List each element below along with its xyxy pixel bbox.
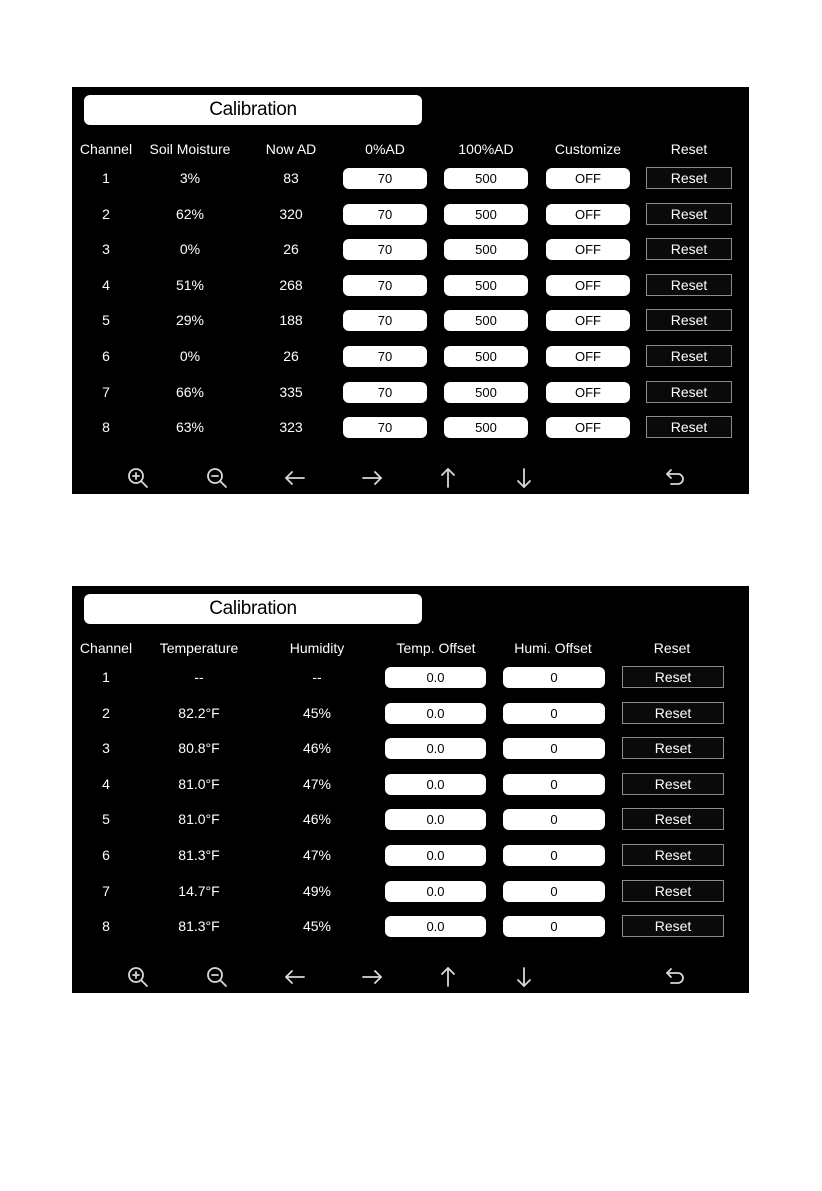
- reset-button[interactable]: Reset: [622, 808, 724, 830]
- reset-button[interactable]: Reset: [622, 915, 724, 937]
- reset-button[interactable]: Reset: [622, 702, 724, 724]
- now-ad-value: 188: [279, 312, 303, 329]
- soil-moisture-value: 66%: [175, 383, 205, 400]
- temp-offset-field[interactable]: 0.0: [385, 703, 486, 724]
- channel-number: 3: [102, 241, 110, 258]
- humidity-value: 47%: [302, 775, 332, 792]
- temp-humidity-calibration-screen: [72, 586, 749, 993]
- ad0-field[interactable]: 70: [343, 168, 427, 189]
- now-ad-value: 26: [283, 241, 299, 258]
- temp-offset-field[interactable]: 0.0: [385, 809, 486, 830]
- reset-button[interactable]: Reset: [646, 274, 732, 296]
- humidity-value: 49%: [302, 882, 332, 899]
- arrow-down-icon-svg: [512, 466, 536, 490]
- page-title: Calibration: [84, 95, 422, 125]
- soil-moisture-value: 29%: [175, 312, 205, 329]
- back-icon-svg: [663, 965, 687, 989]
- reset-button[interactable]: Reset: [622, 880, 724, 902]
- arrow-up-icon[interactable]: [434, 464, 462, 492]
- temp-offset-field[interactable]: 0.0: [385, 774, 486, 795]
- customize-toggle[interactable]: OFF: [546, 239, 630, 260]
- arrow-right-icon-svg: [360, 965, 384, 989]
- humi-offset-field[interactable]: 0: [503, 881, 605, 902]
- channel-number: 6: [102, 847, 110, 863]
- channel-number: 2: [102, 704, 110, 721]
- customize-toggle[interactable]: OFF: [546, 346, 630, 367]
- arrow-right-icon-svg: [360, 466, 384, 490]
- reset-button[interactable]: Reset: [646, 203, 732, 225]
- header-100-ad: 100%AD: [458, 141, 514, 157]
- header-soil-moisture: Soil Moisture: [149, 141, 231, 157]
- header-humi-offset: Humi. Offset: [514, 640, 592, 656]
- channel-number: 4: [102, 276, 110, 293]
- zoom-out-icon[interactable]: [203, 464, 231, 492]
- zoom-in-icon-svg: [126, 466, 150, 490]
- arrow-left-icon[interactable]: [281, 464, 309, 492]
- customize-toggle[interactable]: OFF: [546, 275, 630, 296]
- zoom-out-icon-svg: [205, 466, 229, 490]
- zoom-in-icon[interactable]: [124, 464, 152, 492]
- soil-moisture-value: 0%: [179, 241, 201, 258]
- humi-offset-field[interactable]: 0: [503, 809, 605, 830]
- now-ad-value: 26: [283, 348, 299, 364]
- arrow-down-icon[interactable]: [510, 963, 538, 991]
- arrow-left-icon-svg: [283, 965, 307, 989]
- soil-moisture-value: 51%: [175, 276, 205, 293]
- soil-calibration-screen: [72, 87, 749, 494]
- humidity-value: 46%: [302, 811, 332, 828]
- reset-button[interactable]: Reset: [646, 167, 732, 189]
- now-ad-value: 268: [279, 276, 303, 293]
- humidity-value: 47%: [302, 847, 332, 863]
- temp-offset-field[interactable]: 0.0: [385, 667, 486, 688]
- temp-offset-field[interactable]: 0.0: [385, 738, 486, 759]
- now-ad-value: 83: [283, 170, 299, 186]
- reset-button[interactable]: Reset: [646, 238, 732, 260]
- soil-moisture-value: 0%: [179, 348, 201, 364]
- channel-number: 1: [102, 669, 110, 685]
- now-ad-value: 323: [279, 419, 303, 436]
- header-temp-offset: Temp. Offset: [396, 640, 476, 656]
- temperature-value: 14.7°F: [178, 882, 220, 899]
- ad100-field[interactable]: 500: [444, 275, 528, 296]
- customize-toggle[interactable]: OFF: [546, 204, 630, 225]
- ad100-field[interactable]: 500: [444, 346, 528, 367]
- ad100-field[interactable]: 500: [444, 168, 528, 189]
- back-icon[interactable]: [661, 464, 689, 492]
- ad0-field[interactable]: 70: [343, 346, 427, 367]
- humidity-value: --: [312, 669, 322, 685]
- temperature-value: --: [194, 669, 204, 685]
- humidity-value: 45%: [302, 704, 332, 721]
- ad100-field[interactable]: 500: [444, 310, 528, 331]
- soil-moisture-value: 3%: [179, 170, 201, 186]
- humi-offset-field[interactable]: 0: [503, 738, 605, 759]
- arrow-up-icon-svg: [436, 965, 460, 989]
- zoom-out-icon-svg: [205, 965, 229, 989]
- temperature-value: 81.3°F: [178, 918, 220, 935]
- ad100-field[interactable]: 500: [444, 417, 528, 438]
- zoom-in-icon-svg: [126, 965, 150, 989]
- arrow-down-icon[interactable]: [510, 464, 538, 492]
- temperature-value: 81.0°F: [178, 811, 220, 828]
- ad100-field[interactable]: 500: [444, 239, 528, 260]
- temp-offset-field[interactable]: 0.0: [385, 881, 486, 902]
- header-customize: Customize: [554, 141, 622, 157]
- header-now-ad: Now AD: [265, 141, 317, 157]
- channel-number: 1: [102, 170, 110, 186]
- humi-offset-field[interactable]: 0: [503, 667, 605, 688]
- channel-number: 5: [102, 811, 110, 828]
- ad0-field[interactable]: 70: [343, 382, 427, 403]
- arrow-right-icon[interactable]: [358, 963, 386, 991]
- header-reset: Reset: [653, 640, 691, 656]
- arrow-right-icon[interactable]: [358, 464, 386, 492]
- zoom-out-icon[interactable]: [203, 963, 231, 991]
- temperature-value: 80.8°F: [178, 740, 220, 757]
- back-icon[interactable]: [661, 963, 689, 991]
- customize-toggle[interactable]: OFF: [546, 382, 630, 403]
- ad100-field[interactable]: 500: [444, 204, 528, 225]
- reset-button[interactable]: Reset: [646, 381, 732, 403]
- reset-button[interactable]: Reset: [646, 309, 732, 331]
- channel-number: 8: [102, 419, 110, 436]
- customize-toggle[interactable]: OFF: [546, 310, 630, 331]
- ad0-field[interactable]: 70: [343, 204, 427, 225]
- arrow-up-icon-svg: [436, 466, 460, 490]
- soil-moisture-value: 62%: [175, 205, 205, 222]
- reset-button[interactable]: Reset: [622, 773, 724, 795]
- arrow-down-icon-svg: [512, 965, 536, 989]
- reset-button[interactable]: Reset: [646, 345, 732, 367]
- temperature-value: 81.3°F: [178, 847, 220, 863]
- customize-toggle[interactable]: OFF: [546, 417, 630, 438]
- reset-button[interactable]: Reset: [622, 844, 724, 866]
- header-channel: Channel: [79, 640, 133, 656]
- humi-offset-field[interactable]: 0: [503, 774, 605, 795]
- temp-offset-field[interactable]: 0.0: [385, 916, 486, 937]
- ad0-field[interactable]: 70: [343, 239, 427, 260]
- channel-number: 4: [102, 775, 110, 792]
- temperature-value: 82.2°F: [178, 704, 220, 721]
- header-reset: Reset: [670, 141, 708, 157]
- arrow-left-icon-svg: [283, 466, 307, 490]
- temp-offset-field[interactable]: 0.0: [385, 845, 486, 866]
- now-ad-value: 335: [279, 383, 303, 400]
- channel-number: 8: [102, 918, 110, 935]
- reset-button[interactable]: Reset: [622, 737, 724, 759]
- channel-number: 3: [102, 740, 110, 757]
- now-ad-value: 320: [279, 205, 303, 222]
- humi-offset-field[interactable]: 0: [503, 703, 605, 724]
- channel-number: 7: [102, 383, 110, 400]
- header-0-ad: 0%AD: [365, 141, 405, 157]
- arrow-left-icon[interactable]: [281, 963, 309, 991]
- zoom-in-icon[interactable]: [124, 963, 152, 991]
- channel-number: 7: [102, 882, 110, 899]
- channel-number: 5: [102, 312, 110, 329]
- customize-toggle[interactable]: OFF: [546, 168, 630, 189]
- humidity-value: 45%: [302, 918, 332, 935]
- humi-offset-field[interactable]: 0: [503, 845, 605, 866]
- back-icon-svg: [663, 466, 687, 490]
- channel-number: 2: [102, 205, 110, 222]
- ad0-field[interactable]: 70: [343, 310, 427, 331]
- header-humidity: Humidity: [289, 640, 345, 656]
- page-title: Calibration: [84, 594, 422, 624]
- reset-button[interactable]: Reset: [646, 416, 732, 438]
- soil-moisture-value: 63%: [175, 419, 205, 436]
- temperature-value: 81.0°F: [178, 775, 220, 792]
- reset-button[interactable]: Reset: [622, 666, 724, 688]
- channel-number: 6: [102, 348, 110, 364]
- ad0-field[interactable]: 70: [343, 275, 427, 296]
- arrow-up-icon[interactable]: [434, 963, 462, 991]
- header-channel: Channel: [79, 141, 133, 157]
- humidity-value: 46%: [302, 740, 332, 757]
- ad0-field[interactable]: 70: [343, 417, 427, 438]
- ad100-field[interactable]: 500: [444, 382, 528, 403]
- humi-offset-field[interactable]: 0: [503, 916, 605, 937]
- header-temperature: Temperature: [159, 640, 239, 656]
